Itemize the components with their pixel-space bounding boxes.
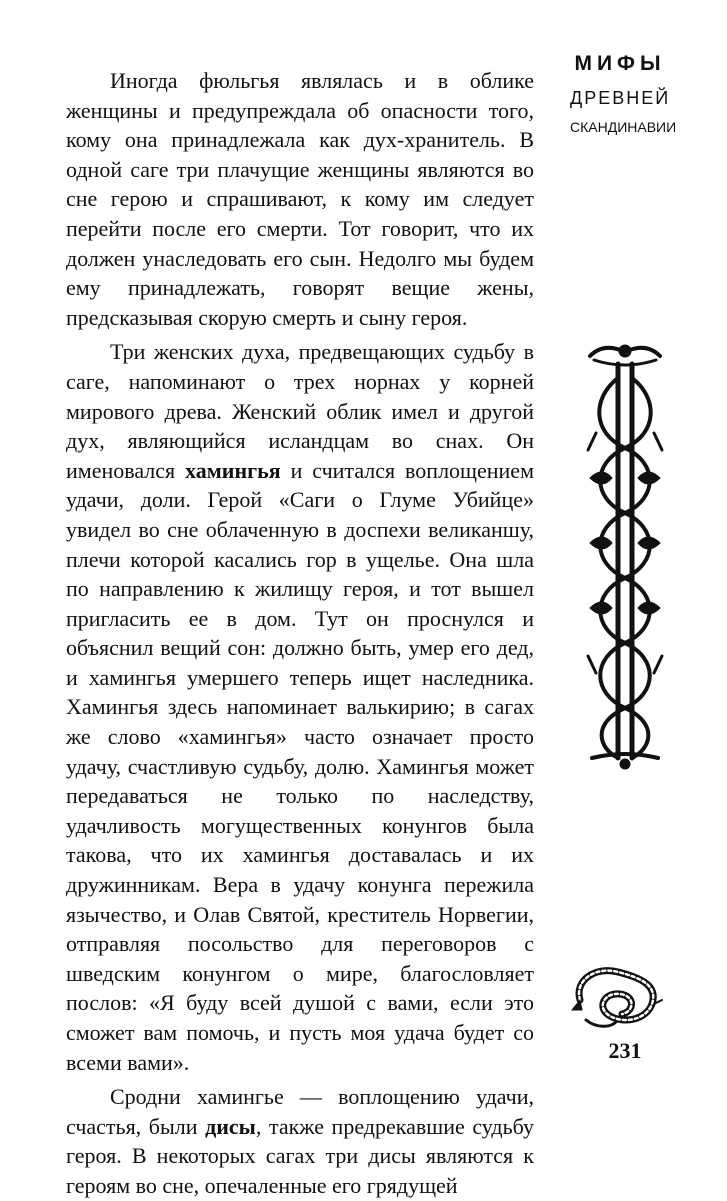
term-hamingja: хамингья [185, 457, 281, 483]
running-head-line-2: ДРЕВНЕЙ [570, 88, 671, 108]
page-number: 231 [608, 1038, 642, 1063]
paragraph-3-end: , также предрекавшие судьбу героя. В некоторых сагах три дисы являются к героям во сне, опечаленные его грядущей [66, 1113, 535, 1198]
term-disir: дисы [205, 1113, 256, 1139]
celtic-knot-column-icon [582, 338, 668, 772]
paragraph-2 [66, 337, 534, 1077]
running-head-line-1: МИФЫ [574, 52, 666, 75]
paragraph-2-start: Три женских духа, предвещающих судьбу в саге, напоминают о трех норнах у корней мирового древа. Женский облик имел и другой дух, являющийся исландцам во снах. Он именовался [66, 339, 534, 483]
paragraph-3-start: Сродни хамингье — воплощению удачи, счастья, были [66, 1084, 534, 1139]
paragraph-1: Иногда фюльгья являлась и в облике женщины и предупреждала об опасности того, кому она принадлежала как дух-хранитель. В одной саге три плачущие женщины являются во сне герою и спрашивают, к кому им следует перейти после его смерти. Тот говорит, что их должен унаследовать его сын. Недолго мы будем ему принадлежать, говорят вещие жены, предсказывая скорую смерть и сыну героя. [66, 68, 534, 330]
paragraph-3 [66, 1082, 534, 1200]
body-text [66, 66, 534, 1201]
running-head-line-3: СКАНДИНАВИИ [570, 119, 677, 135]
paragraph-2-end: и считался воплощением удачи, доли. Герой «Саги о Глуме Убийце» увидел во сне облаченную в доспехи великаншу, плечи которой касались гор в ущелье. Она шла по направлению к жилищу героя, и тот вышел пригласить ее в дом. Тут он проснулся и объяснил вещий сон: должно быть, умер его дед, и хамингья умершего теперь ищет наследника. Хамингья здесь напоминает валькирию; в сагах же слово «хамингья» часто означает просто удачу, счастливую судьбу, долю. Хамингья может передаваться не только по наследству, удачливость могущественных конунгов была такова, что их хамингья доставалась и их дружинникам. Вера в удачу конунга пережила язычество, и Олав Святой, креститель Норвегии, отправляя посольство для переговоров с шведским конунгом о мире, благословляет послов: «Я буду всей душой с вами, если это сможет вам помочь, и пусть моя удача будет со всеми вами». [66, 457, 534, 1075]
rune-serpent-icon [566, 960, 666, 1032]
